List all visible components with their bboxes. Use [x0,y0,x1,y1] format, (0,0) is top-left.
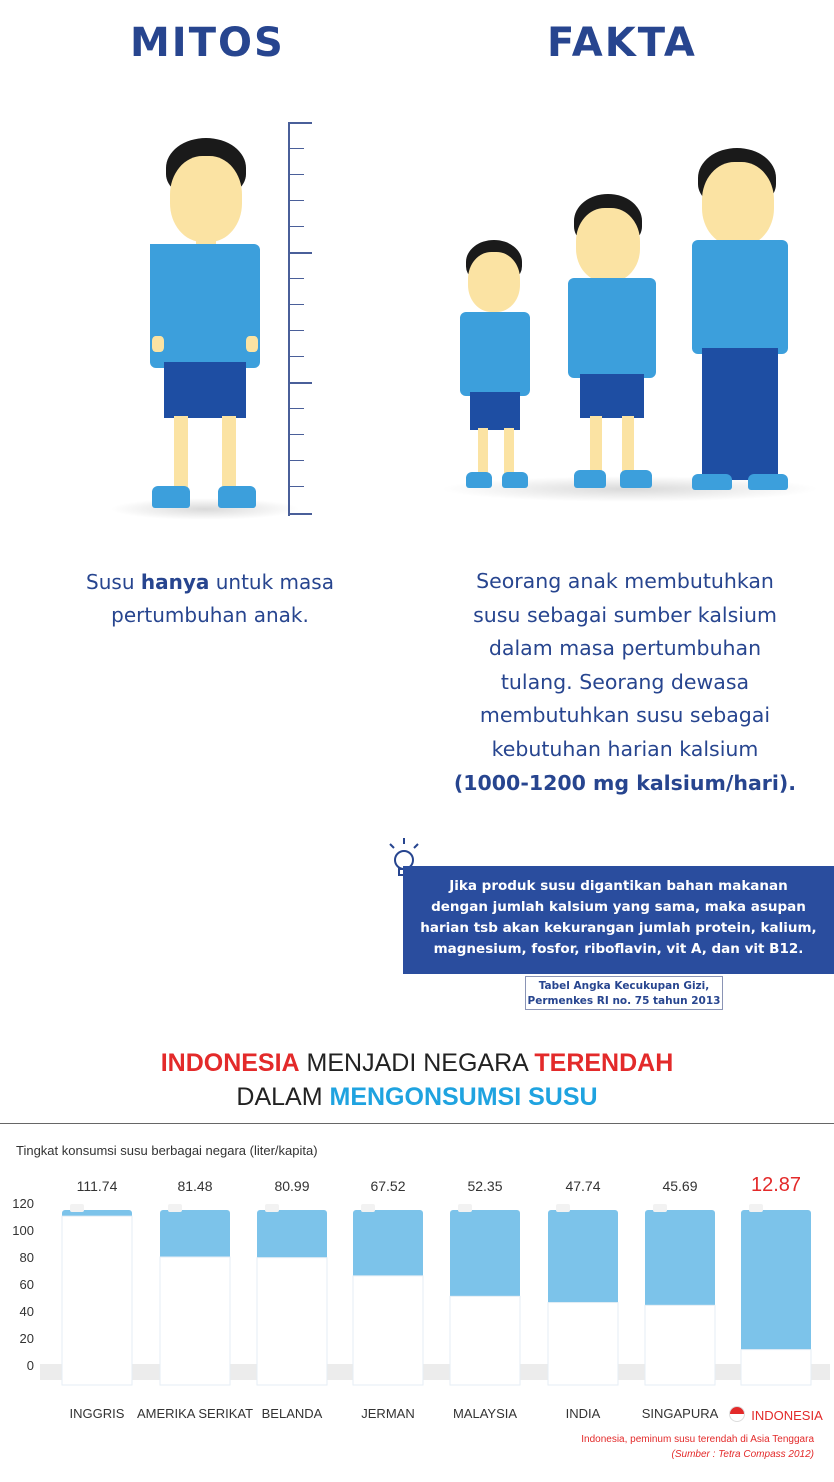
value-label: 47.74 [565,1178,601,1194]
carton-cap [265,1204,279,1212]
value-label: 67.52 [370,1178,406,1194]
category-label: JERMAN [361,1406,415,1421]
bar-belanda [257,1258,327,1385]
bar-india [548,1303,618,1385]
carton-cap [361,1204,375,1212]
y-tick-label: 0 [26,1358,34,1373]
carton-cap [70,1204,84,1212]
category-label: SINGAPURA [641,1406,719,1421]
carton-cap [556,1204,570,1212]
myth-heading: MITOS [130,20,285,66]
value-label: 52.35 [467,1178,503,1194]
nutrition-tip-box: Jika produk susu digantikan bahan makanan dengan jumlah kalsium yang sama, maka asupan harian tsb akan kekurangan jumlah protein, kalium, magnesium, fosfor, riboflavin, vit A, dan vit B12. [403,866,834,974]
y-tick-label: 100 [12,1223,34,1238]
bar-inggris [62,1216,132,1385]
category-label: BELANDA [261,1406,323,1421]
calcium-requirement: (1000-1200 mg kalsium/hari) [453,770,789,795]
chart-source: (Sumber : Tetra Compass 2012) [671,1449,814,1460]
bar-jerman [353,1276,423,1385]
value-label: 12.87 [750,1174,802,1196]
bar-indonesia [741,1350,811,1385]
carton-cap [168,1204,182,1212]
bar-malaysia [450,1296,520,1385]
category-label: INGGRIS [69,1406,125,1421]
value-label: 45.69 [662,1178,698,1194]
category-label: INDIA [565,1406,601,1421]
height-ruler [286,120,316,520]
y-tick-label: 120 [12,1196,34,1211]
bar-singapura [645,1305,715,1385]
value-label: 80.99 [274,1178,310,1194]
y-tick-label: 40 [19,1304,34,1319]
chart-title: Tingkat konsumsi susu berbagai negara (liter/kapita) [16,1143,318,1158]
category-label: MALAYSIA [452,1406,518,1421]
y-tick-label: 80 [19,1250,34,1265]
bar-amerika-serikat [160,1257,230,1385]
fact-text: Seorang anak membutuhkan susu sebagai sumber kalsium dalam masa pertumbuhan tulang. Seorang dewasa membutuhkan susu sebagai kebutuhan harian kalsium (1000-1200 mg kalsium/hari). [453,569,797,795]
carton-cap [749,1204,763,1212]
value-label: 111.74 [76,1178,118,1194]
indonesia-flag-icon [729,1406,745,1422]
value-label: 81.48 [177,1178,213,1194]
y-tick-label: 20 [19,1331,34,1346]
carton-cap [458,1204,472,1212]
tip-source: Tabel Angka Kecukupan Gizi, Permenkes RI no. 75 tahun 2013 [525,976,723,1010]
category-label: INDONESIA [716,1406,834,1423]
fact-heading: FAKTA [547,20,697,66]
carton-cap [653,1204,667,1212]
category-label: AMERIKA SERIKAT [136,1406,254,1421]
myth-text: Susu hanya untuk masa pertumbuhan anak. [86,570,334,627]
fact-illustration [440,140,820,520]
chart-footnote: Indonesia, peminum susu terendah di Asia Tenggara [581,1434,814,1445]
section-divider [0,1123,834,1124]
y-tick-label: 60 [19,1277,34,1292]
chart-headline: INDONESIA MENJADI NEGARA TERENDAH DALAM MENGONSUMSI SUSU [160,1049,674,1111]
